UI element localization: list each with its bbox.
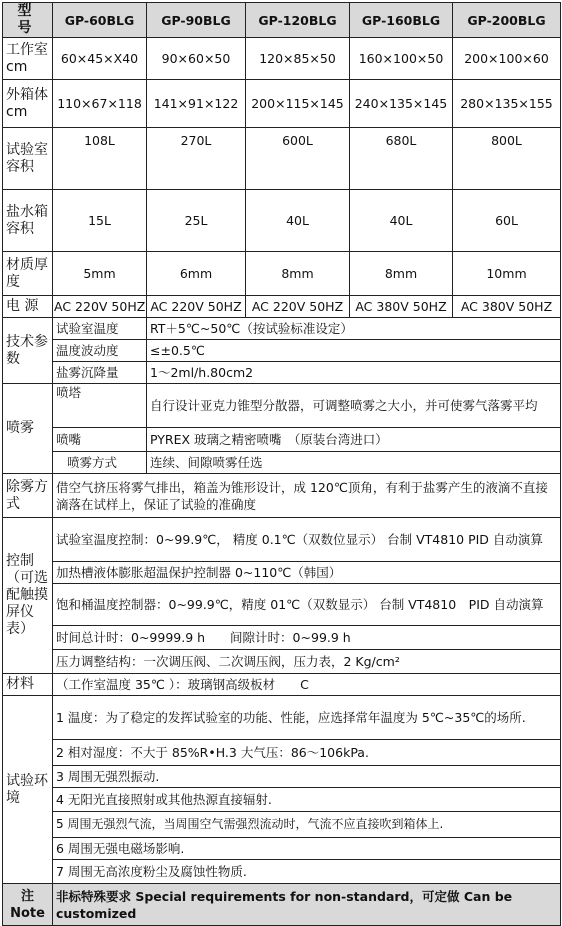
spray-row (3, 428, 561, 452)
material-row (3, 674, 561, 696)
table-cell: 15L (53, 190, 147, 252)
table-cell: 680L (350, 128, 453, 190)
env-item: 2 相对湿度：不大于 85%R•H.3 大气压：86～106kPa. (53, 740, 561, 766)
env-row (3, 838, 561, 860)
env-item: 4 无阳光直接照射或其他热源直接辐射. (53, 788, 561, 812)
control-row (3, 584, 561, 626)
volume-row (3, 128, 561, 190)
table-cell: 40L (350, 190, 453, 252)
control-row (3, 626, 561, 650)
table-cell: 90×60×50 (147, 38, 246, 80)
table-cell: AC 380V 50HZ (453, 296, 561, 318)
env-item: 6 周围无强电磁场影响. (53, 838, 561, 860)
env-row (3, 788, 561, 812)
table-cell: AC 220V 50HZ (147, 296, 246, 318)
table-cell: 240×135×145 (350, 80, 453, 128)
spec-table (2, 2, 561, 926)
table-cell: 8mm (350, 252, 453, 296)
param-name: 温度波动度 (53, 340, 147, 362)
table-cell: 200×115×145 (246, 80, 350, 128)
table-cell: 40L (246, 190, 350, 252)
workroom-row (3, 38, 561, 80)
tech-row (3, 340, 561, 362)
model-cell: GP-200BLG (453, 3, 561, 38)
control-item: 试验室温度控制：0~99.9℃， 精度 0.1℃（双数位显示） 台制 VT4810 PID 自动演算 (53, 518, 561, 562)
env-item: 1 温度：为了稳定的发挥试验室的功能、性能，应选择常年温度为 5℃~35℃的场所. (53, 696, 561, 740)
table-cell: 200×100×60 (453, 38, 561, 80)
note-label: 注 Note (3, 884, 53, 926)
row-label: 试验环境 (3, 696, 53, 884)
row-label: 试验室容积 (3, 128, 53, 190)
table-cell: 6mm (147, 252, 246, 296)
defog-value: 借空气挤压将雾气排出，箱盖为锥形设计，成 120℃顶角，有利于盐雾产生的液滴不直接滴落在试样上，保证了试验的准确度 (53, 474, 561, 518)
model-label: 型 号 (3, 3, 53, 38)
env-item: 3 周围无强烈振动. (53, 766, 561, 788)
table-cell: 60L (453, 190, 561, 252)
tech-row (3, 318, 561, 340)
spray-row (3, 384, 561, 428)
param-name: 喷嘴 (53, 428, 147, 452)
defog-row (3, 474, 561, 518)
row-label: 盐水箱容积 (3, 190, 53, 252)
table-cell: 110×67×118 (53, 80, 147, 128)
control-item: 时间总计时：0~9999.9 h 间隙计时：0~99.9 h (53, 626, 561, 650)
table-cell: 8mm (246, 252, 350, 296)
param-name: 喷雾方式 (53, 452, 147, 474)
material-value: （工作室温度 35℃ ）：玻璃钢高级板材 C (53, 674, 561, 696)
note-value: 非标特殊要求 Special requirements for non-standard，可定做 Can be customized (53, 884, 561, 926)
control-row (3, 518, 561, 562)
outer-row (3, 80, 561, 128)
row-label: 技术参数 (3, 318, 53, 384)
row-label: 除雾方式 (3, 474, 53, 518)
param-value: 1～2ml/h.80cm2 (147, 362, 561, 384)
header-row (3, 3, 561, 38)
saltbox-row (3, 190, 561, 252)
table-cell: AC 220V 50HZ (53, 296, 147, 318)
table-cell: 120×85×50 (246, 38, 350, 80)
table-cell: 280×135×155 (453, 80, 561, 128)
param-value: PYREX 玻璃之精密喷嘴 （原装台湾进口） (147, 428, 561, 452)
param-name: 盐雾沉降量 (53, 362, 147, 384)
model-cell: GP-90BLG (147, 3, 246, 38)
env-row (3, 766, 561, 788)
control-item: 加热槽液体膨胀超温保护控制器 0~110℃（韩国） (53, 562, 561, 584)
table-cell: 5mm (53, 252, 147, 296)
power-row (3, 296, 561, 318)
env-row (3, 812, 561, 838)
table-cell: 270L (147, 128, 246, 190)
param-value: ≤±0.5℃ (147, 340, 561, 362)
model-cell: GP-160BLG (350, 3, 453, 38)
table-cell: 141×91×122 (147, 80, 246, 128)
control-item: 压力调整结构：一次调压阀、二次调压阀，压力表，2 Kg/cm² (53, 650, 561, 674)
table-cell: 25L (147, 190, 246, 252)
row-label: 喷雾 (3, 384, 53, 474)
model-cell: GP-120BLG (246, 3, 350, 38)
env-item: 7 周围无高浓度粉尘及腐蚀性物质. (53, 860, 561, 884)
env-row (3, 696, 561, 740)
tech-row (3, 362, 561, 384)
thickness-row (3, 252, 561, 296)
table-cell: AC 380V 50HZ (350, 296, 453, 318)
param-value: 连续、间隙喷雾任选 (147, 452, 561, 474)
table-cell: AC 220V 50HZ (246, 296, 350, 318)
table-cell: 108L (53, 128, 147, 190)
model-cell: GP-60BLG (53, 3, 147, 38)
control-row (3, 650, 561, 674)
row-label: 电 源 (3, 296, 53, 318)
row-label: 工作室 cm (3, 38, 53, 80)
table-cell: 800L (453, 128, 561, 190)
control-item: 饱和桶温度控制器：0~99.9℃，精度 01℃（双数显示） 台制 VT4810 PID 自动演算 (53, 584, 561, 626)
table-cell: 10mm (453, 252, 561, 296)
note-row (3, 884, 561, 926)
row-label: 外箱体 cm (3, 80, 53, 128)
param-value: RT＋5℃~50℃（按试验标准设定） (147, 318, 561, 340)
env-row (3, 740, 561, 766)
env-row (3, 860, 561, 884)
control-row (3, 562, 561, 584)
spray-row (3, 452, 561, 474)
table-cell: 600L (246, 128, 350, 190)
row-label: 材料 (3, 674, 53, 696)
row-label: 控制（可选配触摸屏仪表） (3, 518, 53, 674)
param-value: 自行设计亚克力锥型分散器，可调整喷雾之大小，并可使雾气落雾平均 (147, 384, 561, 428)
table-cell: 160×100×50 (350, 38, 453, 80)
row-label: 材质厚度 (3, 252, 53, 296)
param-name: 喷塔 (53, 384, 147, 428)
table-cell: 60×45×X40 (53, 38, 147, 80)
env-item: 5 周围无强烈气流，当周围空气需强烈流动时，气流不应直接吹到箱体上. (53, 812, 561, 838)
param-name: 试验室温度 (53, 318, 147, 340)
